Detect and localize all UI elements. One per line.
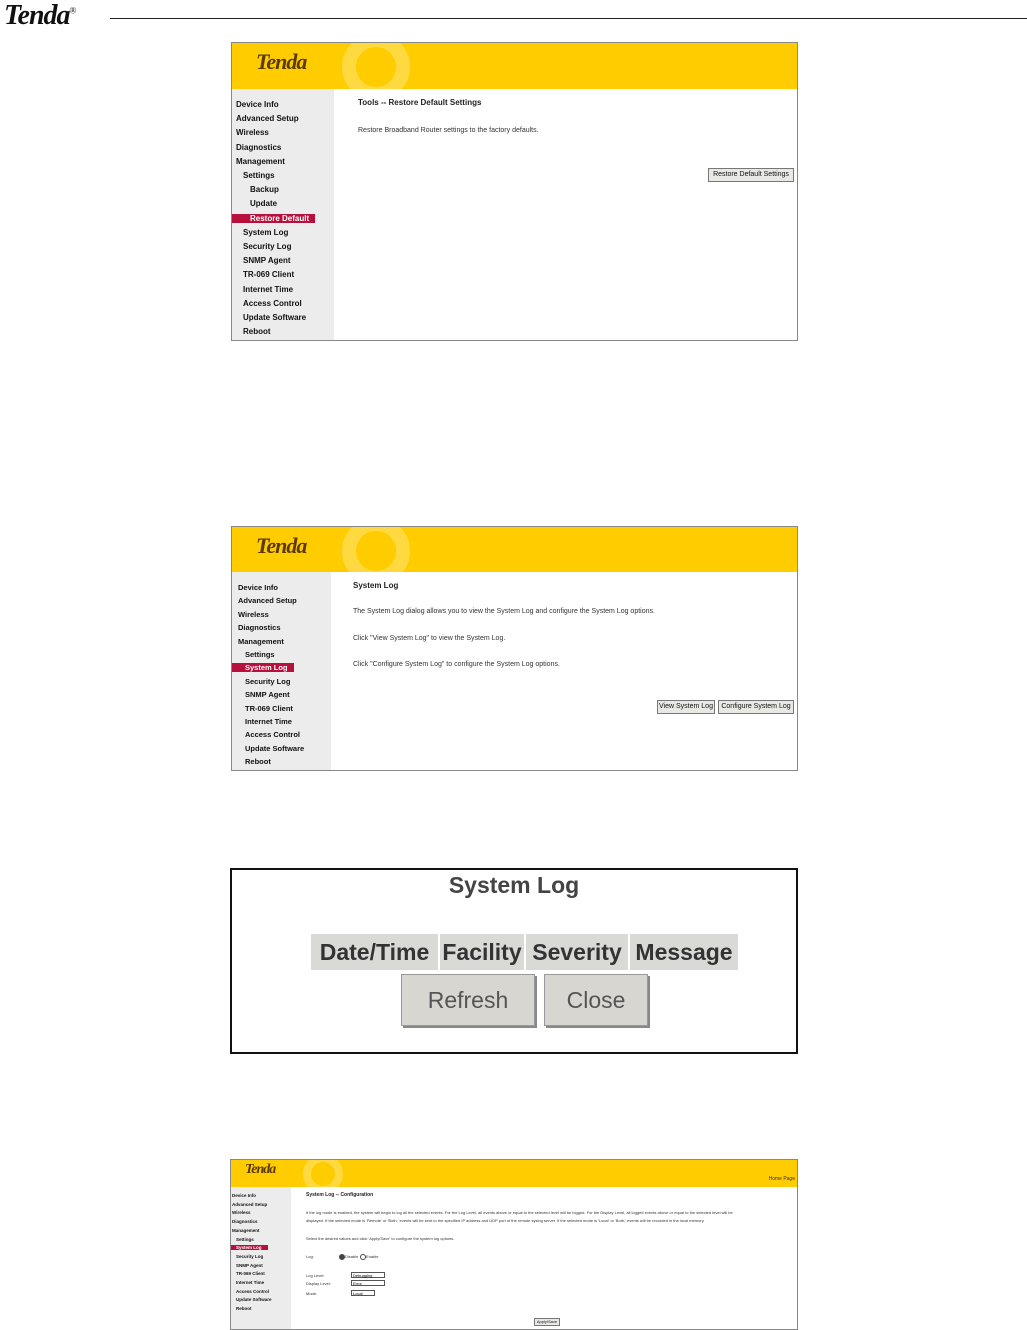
log-level-label: Log Level: <box>306 1273 325 1278</box>
sidebar-item-internet-time[interactable]: Internet Time <box>243 284 294 294</box>
column-header-facility: Facility <box>440 934 526 970</box>
page-title: System Log <box>353 581 399 590</box>
log-level-select[interactable]: Debugging <box>351 1272 385 1278</box>
sidebar-item-advanced-setup[interactable]: Advanced Setup <box>236 114 299 124</box>
sidebar-item-access-control[interactable]: Access Control <box>243 298 302 308</box>
display-level-label: Display Level: <box>306 1281 331 1286</box>
sidebar-item-device-info[interactable]: Device Info <box>238 583 279 592</box>
sidebar-item-wireless[interactable]: Wireless <box>238 609 269 619</box>
sidebar-item-reboot[interactable]: Reboot <box>243 327 271 337</box>
display-level-select[interactable]: Error <box>351 1280 385 1286</box>
description-line-2: Click "View System Log" to view the System Log. <box>353 635 506 642</box>
configure-system-log-button[interactable]: Configure System Log <box>718 700 794 714</box>
sidebar-item-management[interactable]: Management <box>238 636 284 646</box>
sidebar-item-system-log[interactable]: System Log <box>232 663 294 672</box>
description-line-1: The System Log dialog allows you to view the System Log and configure the System Log options. <box>353 608 655 615</box>
sidebar-item-settings[interactable]: Settings <box>243 171 275 180</box>
page-title: Tools -- Restore Default Settings <box>358 98 482 107</box>
sidebar-item-management[interactable]: Management <box>236 156 285 166</box>
sidebar-item-tr-069-client[interactable]: TR-069 Client <box>245 703 293 713</box>
sidebar-item-snmp-agent[interactable]: SNMP Agent <box>243 256 291 266</box>
description: Restore Broadband Router settings to the factory defaults. <box>358 127 539 134</box>
sidebar-item-update[interactable]: Update <box>250 199 278 209</box>
sidebar-item-restore-default[interactable]: Restore Default <box>232 214 315 223</box>
sidebar-item-update-software[interactable]: Update Software <box>243 313 307 322</box>
sidebar-item-settings[interactable]: Settings <box>245 650 275 659</box>
sidebar-item-diagnostics[interactable]: Diagnostics <box>238 623 281 633</box>
document-logo: Tenda® <box>4 0 76 31</box>
instruction: Select the desired values and click 'Apply/Save' to configure the system log options. <box>306 1236 455 1241</box>
sidebar-item-access-control[interactable]: Access Control <box>236 1288 270 1294</box>
restore-default-screenshot <box>231 42 798 341</box>
sidebar-item-system-log[interactable]: System Log <box>243 227 289 237</box>
sidebar-item-access-control[interactable]: Access Control <box>245 730 301 740</box>
system-log-configuration-screenshot <box>230 1159 798 1330</box>
sidebar-item-tr-069-client[interactable]: TR-069 Client <box>243 270 295 280</box>
system-log-popup <box>230 868 798 1054</box>
description-para-2: displayed. If the selected mode is 'Remote' or 'Both,' events will be sent to the specified IP address and UDP port of the remote syslog server. If the selected mode is 'Local' or 'Both,' events will be recorded in the local memory. <box>306 1218 705 1223</box>
sidebar-item-update-software[interactable]: Update Software <box>236 1297 272 1303</box>
column-header-message: Message <box>630 934 738 970</box>
log-disable-label: Disable <box>345 1254 359 1259</box>
banner <box>232 527 797 572</box>
sidebar-item-settings[interactable]: Settings <box>236 1236 254 1242</box>
sidebar-item-device-info[interactable]: Device Info <box>236 100 279 109</box>
sidebar-item-diagnostics[interactable]: Diagnostics <box>236 142 282 152</box>
banner <box>232 43 797 89</box>
sidebar-item-diagnostics[interactable]: Diagnostics <box>232 1219 258 1225</box>
sidebar-item-advanced-setup[interactable]: Advanced Setup <box>238 596 297 606</box>
sidebar-item-device-info[interactable]: Device Info <box>232 1193 257 1198</box>
sidebar-item-internet-time[interactable]: Internet Time <box>236 1280 265 1285</box>
apply-save-button[interactable]: Apply/Save <box>534 1318 560 1326</box>
page-title: System Log -- Configuration <box>306 1192 374 1198</box>
brand-logo: Tenda <box>245 1162 276 1177</box>
sidebar-item-wireless[interactable]: Wireless <box>236 128 269 138</box>
system-log-screenshot <box>231 526 798 771</box>
home-page-link[interactable]: Home Page <box>768 1176 795 1182</box>
log-enable-label: Enable <box>366 1254 379 1259</box>
sidebar-item-security-log[interactable]: Security Log <box>243 242 292 251</box>
description-line-3: Click "Configure System Log" to configure the System Log options. <box>353 661 560 668</box>
sidebar-item-update-software[interactable]: Update Software <box>245 743 305 753</box>
sidebar-item-reboot[interactable]: Reboot <box>236 1306 252 1312</box>
sidebar-item-security-log[interactable]: Security Log <box>245 676 291 686</box>
sidebar-item-system-log[interactable]: System Log <box>231 1245 268 1250</box>
sidebar-item-backup[interactable]: Backup <box>250 185 279 195</box>
sidebar-item-reboot[interactable]: Reboot <box>245 757 271 767</box>
brand-logo: Tenda <box>256 533 307 558</box>
column-header-severity: Severity <box>526 934 630 970</box>
sidebar-item-advanced-setup[interactable]: Advanced Setup <box>232 1201 268 1207</box>
popup-title: System Log <box>448 872 580 898</box>
sidebar-item-snmp-agent[interactable]: SNMP Agent <box>236 1262 263 1268</box>
mode-select[interactable]: Local <box>351 1290 375 1296</box>
brand-logo: Tenda <box>256 49 307 74</box>
close-button[interactable]: Close <box>544 974 648 1026</box>
sidebar-item-management[interactable]: Management <box>232 1227 260 1233</box>
view-system-log-button[interactable]: View System Log <box>657 700 715 714</box>
sidebar-item-snmp-agent[interactable]: SNMP Agent <box>245 690 290 700</box>
sidebar-item-wireless[interactable]: Wireless <box>232 1210 251 1216</box>
header-rule <box>110 18 1027 19</box>
banner <box>231 1160 797 1187</box>
log-label: Log: <box>306 1254 314 1259</box>
refresh-button[interactable]: Refresh <box>401 974 535 1026</box>
column-header-date-time: Date/Time <box>311 934 440 970</box>
restore-default-settings-button[interactable]: Restore Default Settings <box>708 168 794 182</box>
sidebar-item-internet-time[interactable]: Internet Time <box>245 717 292 726</box>
sidebar-item-tr-069-client[interactable]: TR-069 Client <box>236 1271 265 1277</box>
description-para-1: If the log mode is enabled, the system will begin to log all the selected events. For the Log Level, all events above or equal to the selected level will be logged. For the Display Level, all logged events above or equal to the selected level will be <box>306 1210 733 1215</box>
mode-label: Mode: <box>306 1291 318 1296</box>
sidebar-item-security-log[interactable]: Security Log <box>236 1253 264 1259</box>
